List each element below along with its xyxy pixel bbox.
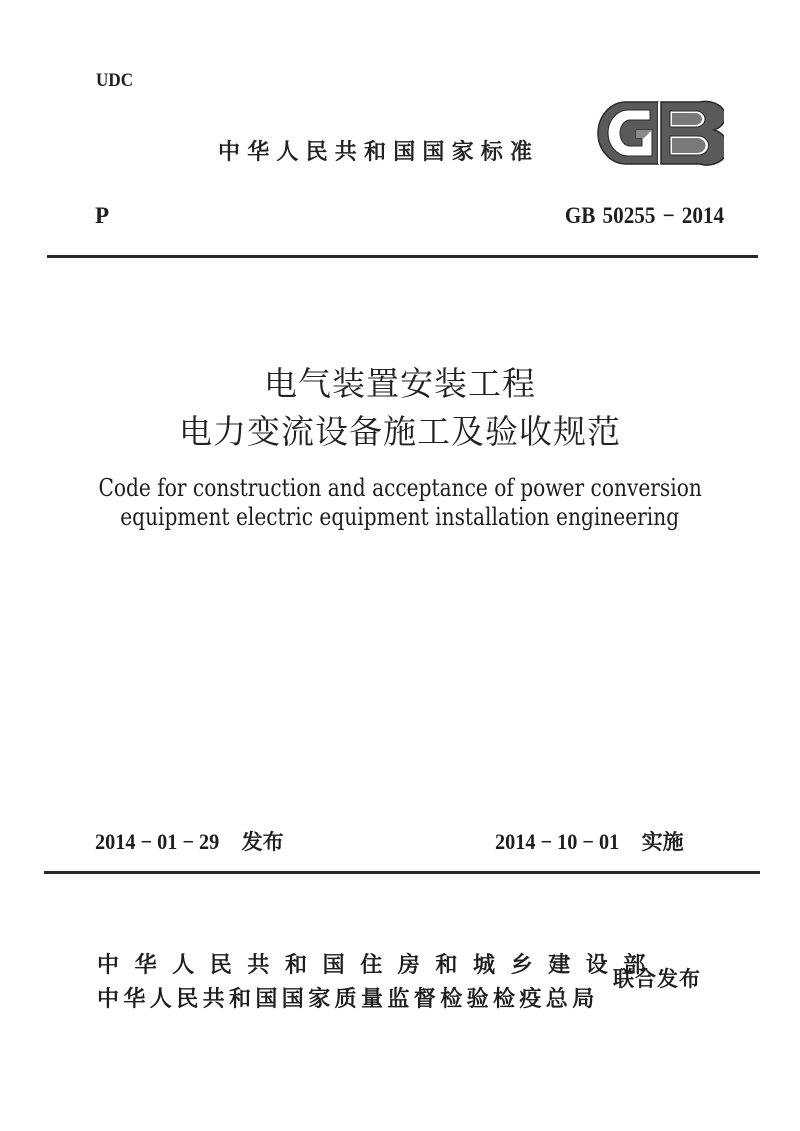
title-chinese-line-2: 电力变流设备施工及验收规范: [179, 412, 621, 451]
implementation-label: 实施: [641, 830, 684, 854]
implementation-date: 2014 − 10 − 01: [495, 829, 620, 854]
title-chinese-line-1: 电气装置安装工程: [264, 364, 536, 403]
top-divider: [47, 255, 758, 258]
implementation-date-block: [495, 826, 684, 856]
classification-code: P: [95, 203, 110, 228]
udc-label: UDC: [96, 70, 134, 91]
title-english-line-2-text: equipment electric equipment installation engineering: [120, 503, 680, 531]
issuer-ministry-housing: 中华人民共和国住房和城乡建设部: [97, 953, 662, 978]
joint-issue-label: 联合发布: [613, 967, 701, 991]
title-english-line-1: [0, 474, 800, 502]
issuer-aqsiq: 中华人民共和国国家质量监督检验检疫总局: [97, 987, 599, 1012]
gb-logo-icon: [596, 100, 724, 166]
standard-category: 中华人民共和国国家标准: [218, 140, 540, 165]
title-english-line-1-text: Code for construction and acceptance of power conversion: [98, 474, 702, 502]
standard-number: GB 50255 − 2014: [564, 203, 724, 228]
issue-label: 发布: [241, 830, 284, 854]
bottom-divider: [44, 871, 760, 874]
issue-date-block: [95, 826, 284, 856]
issue-date: 2014 − 01 − 29: [95, 829, 220, 854]
title-english-line-2: [0, 503, 800, 531]
